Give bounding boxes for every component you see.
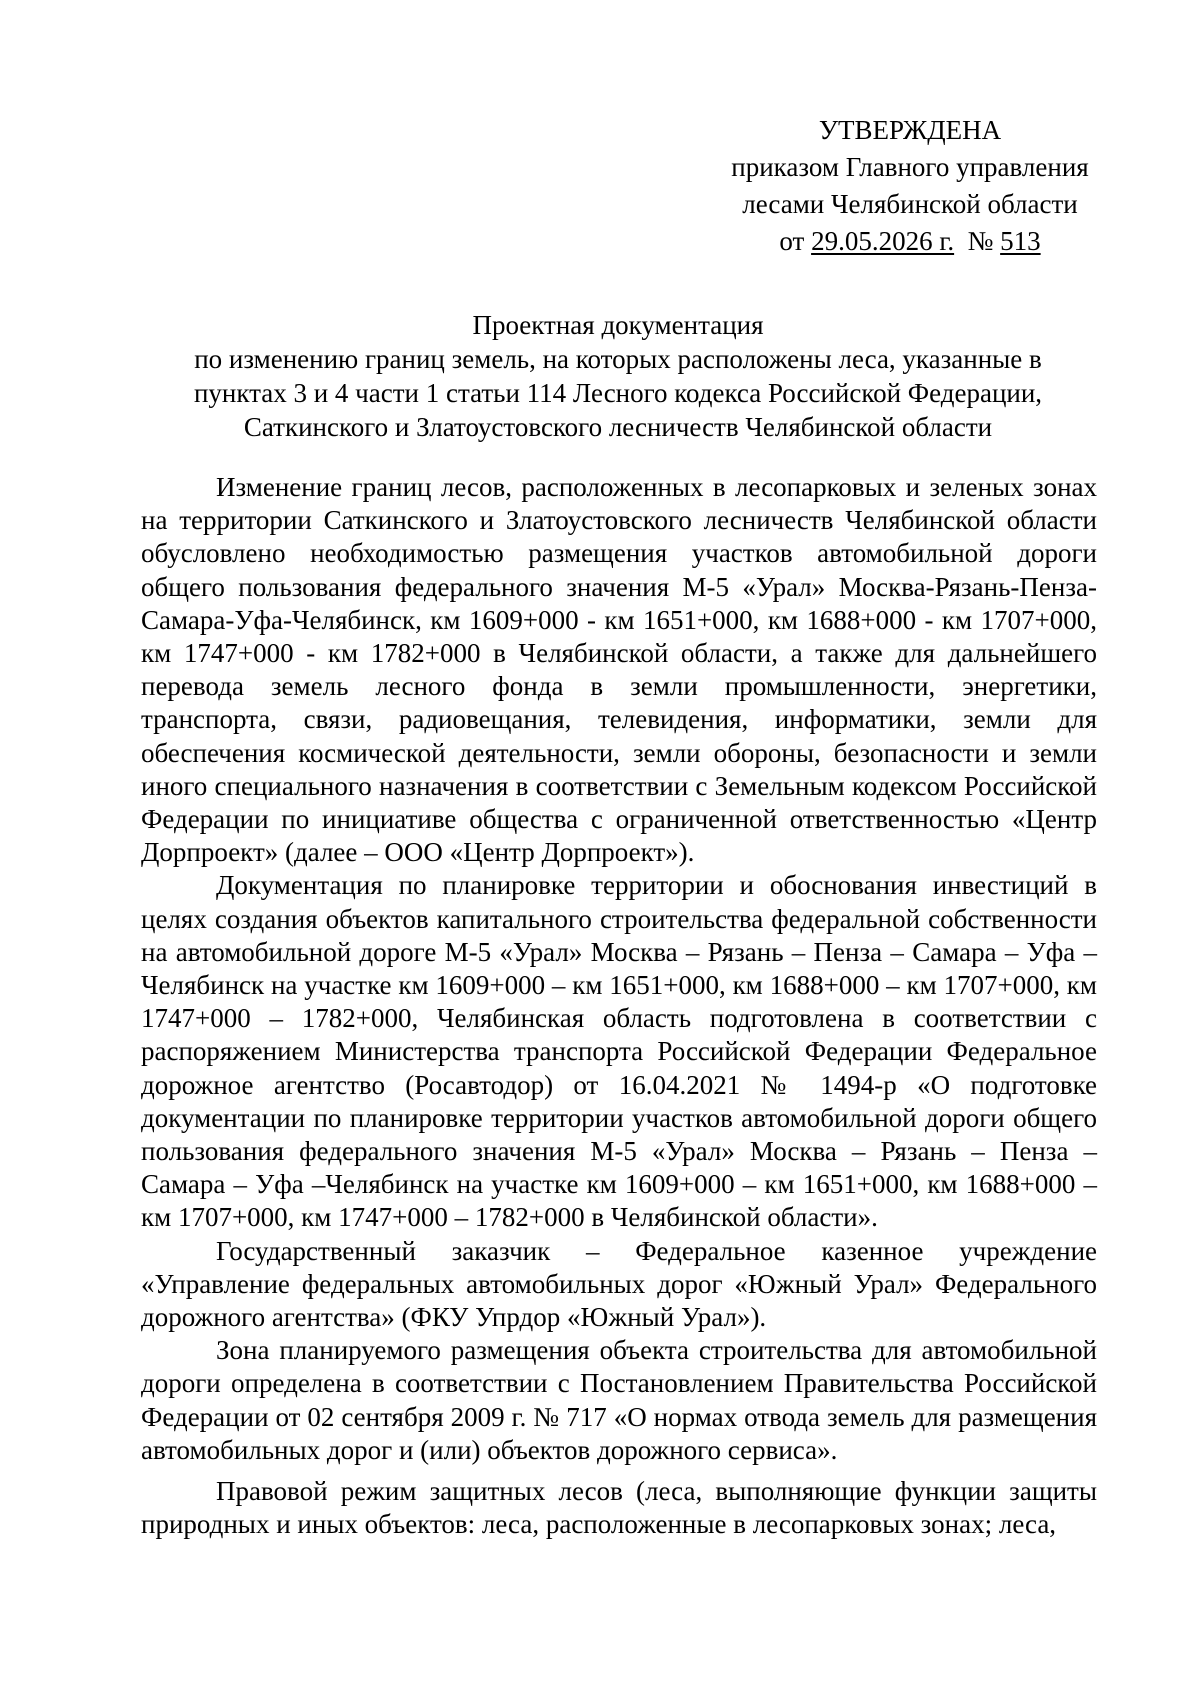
- approval-date: 29.05.2026 г.: [811, 226, 955, 256]
- approval-number: 513: [1000, 226, 1041, 256]
- body-paragraph-3: Государственный заказчик – Федеральное казенное учреждение «Управление федеральных автомобильных дорог «Южный Урал» Федерального дорожного агентства» (ФКУ Упрдор «Южный Урал»).: [141, 1235, 1097, 1333]
- document-body: [141, 471, 1097, 1542]
- title-line-1: Проектная документация: [472, 310, 764, 340]
- approval-heading: УТВЕРЖДЕНА: [818, 115, 1002, 145]
- body-paragraph-4: Зона планируемого размещения объекта строительства для автомобильной дороги определена в соответствии с Постановлением Правительства Российской Федерации от 02 сентября 2009 г. № 717 «О нормах отвода земель для размещения автомобильных дорог и (или) объектов дорожного сервиса».: [141, 1335, 1097, 1465]
- title-line-2: по изменению границ земель, на которых расположены леса, указанные в: [194, 344, 1042, 374]
- title-line-3: пунктах 3 и 4 части 1 статьи 114 Лесного кодекса Российской Федерации,: [193, 378, 1043, 408]
- document-title: [140, 308, 1096, 444]
- approval-date-prefix: от: [779, 226, 805, 256]
- body-paragraph-2: Документация по планировке территории и обоснования инвестиций в целях создания объектов капитального строительства федеральной собственности на автомобильной дороге М-5 «Урал» Москва – Рязань – Пенза – Самара – Уфа –Челябинск на участке км 1609+000 – км 1651+000, км 1688+000 – км 1707+000, км 1747+000 – 1782+000, Челябинская область подготовлена в соответствии с распоряжением Министерства транспорта Российской Федерации Федеральное дорожное агентство (Росавтодор) от 16.04.2021 № 1494-р «О подготовке документации по планировке территории участков автомобильной дороги общего пользования федерального значения М-5 «Урал» Москва – Рязань – Пенза – Самара – Уфа –Челябинск на участке км 1609+000 – км 1651+000, км 1688+000 – км 1707+000, км 1747+000 – 1782+000 в Челябинской области».: [141, 870, 1097, 1233]
- body-paragraph-1: Изменение границ лесов, расположенных в лесопарковых и зеленых зонах на территории Саткинского и Златоустовского лесничеств Челябинской области обусловлено необходимостью размещения участков автомобильной дороги общего пользования федерального значения М-5 «Урал» Москва-Рязань-Пенза-Самара-Уфа-Челябинск, км 1609+000 - км 1651+000, км 1688+000 - км 1707+000, км 1747+000 - км 1782+000 в Челябинской области, а также для дальнейшего перевода земель лесного фонда в земли промышленности, энергетики, транспорта, связи, радиовещания, телевидения, информатики, земли для обеспечения космической деятельности, земли обороны, безопасности и земли иного специального назначения в соответствии с Земельным кодексом Российской Федерации по инициативе общества с ограниченной ответственностью «Центр Дорпроект» (далее – ООО «Центр Дорпроект»).: [141, 472, 1097, 868]
- body-paragraph-5: Правовой режим защитных лесов (леса, выполняющие функции защиты природных и иных объектов: леса, расположенные в лесопарковых зонах; леса,: [141, 1476, 1097, 1540]
- approval-line-1: приказом Главного управления: [731, 152, 1089, 182]
- approval-line-2: лесами Челябинской области: [742, 189, 1078, 219]
- approval-date-line: [700, 223, 1120, 260]
- title-line-4: Саткинского и Златоустовского лесничеств Челябинской области: [243, 412, 993, 442]
- approval-number-sign: №: [967, 226, 994, 256]
- approval-block: [700, 112, 1120, 260]
